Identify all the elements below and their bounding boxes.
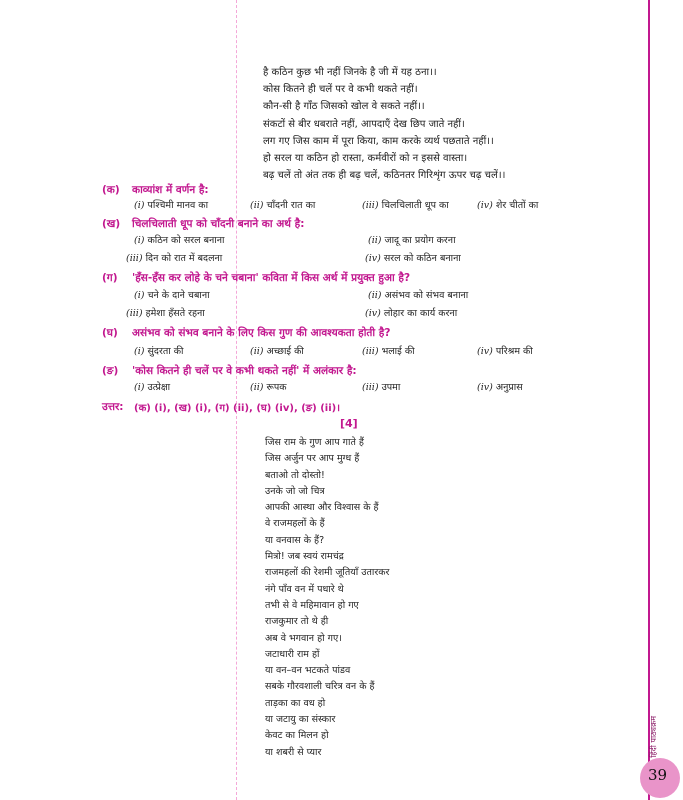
poem-stanza-1 [263, 64, 505, 184]
poem-line: बढ़ चलें तो अंत तक ही बढ़ चलें, कठिनतर गिरिशृंग ऊपर चढ़ चलें।। [263, 170, 506, 182]
poem-line: कौन-सी है गाँठ जिसको खोल वे सकते नहीं।। [263, 101, 425, 113]
poem-line: या वन–वन भटकते पांडव [265, 665, 351, 677]
option-number: (ii) [368, 235, 382, 246]
question-ga [102, 271, 410, 285]
poem-stanza-2 [265, 435, 389, 761]
option-item [126, 306, 205, 319]
option-number: (iii) [126, 308, 143, 319]
option-number: (ii) [368, 290, 382, 301]
option-text: परिश्रम की [495, 346, 533, 357]
option-text: अच्छाई की [266, 346, 304, 357]
question-text: 'हँस-हँस कर लोहे के चने चबाना' कविता में किस अर्थ में प्रयुक्त हुआ है? [132, 272, 411, 284]
poem-line: तभी से वे महिमावान हो गए [265, 599, 359, 611]
poem-line: जिस अर्जुन पर आप मुग्ध हैं [265, 453, 360, 465]
option-number: (iii) [362, 200, 379, 211]
option-item [365, 251, 461, 264]
question-text: काव्यांश में वर्णन है: [132, 184, 209, 196]
question-ka [102, 183, 209, 197]
page-number: 39 [648, 766, 668, 784]
poem-line: या वनवास के हैं? [265, 534, 325, 546]
option-text: चने के दाने चबाना [147, 290, 210, 301]
option-item [368, 288, 468, 301]
option-text: हमेशा हँसते रहना [145, 308, 205, 319]
option-item [477, 380, 523, 393]
poem-line: या शबरी से प्यार [265, 746, 322, 758]
poem-line: उनके जो जो चित्र [265, 485, 325, 497]
poem-line: मित्रो! जब स्वयं रामचंद्र [265, 551, 344, 563]
option-item [250, 380, 287, 393]
question-number: (क) [102, 184, 120, 196]
question-number: (ख) [102, 218, 121, 230]
question-text: 'कोस कितने ही चलें पर वे कभी थकते नहीं' में अलंकार है: [132, 365, 357, 377]
option-item [477, 344, 533, 357]
question-number: (घ) [102, 327, 118, 339]
poem-line: केवट का मिलन हो [265, 730, 329, 742]
poem-line: राजकुमार तो थे ही [265, 616, 329, 628]
poem-line: राजमहलों की रेशमी जूतियाँ उतारकर [265, 567, 390, 579]
poem-line: जिस राम के गुण आप गाते हैं [265, 437, 364, 448]
option-number: (i) [134, 382, 145, 393]
question-nga [102, 364, 357, 378]
poem-line: ताड़का का वध हो [265, 697, 326, 709]
option-text: कठिन को सरल बनाना [147, 235, 225, 246]
option-number: (iv) [477, 382, 493, 393]
option-text: रूपक [266, 382, 287, 393]
poem-line: सबके गौरवशाली चरित्र वन के हैं [265, 681, 375, 693]
option-item [134, 198, 208, 211]
page-border-line [648, 0, 650, 800]
option-number: (i) [134, 290, 145, 301]
option-text: पश्चिमी मानव का [147, 200, 209, 211]
question-kha [102, 217, 304, 231]
poem-line: हो सरल या कठिन हो रास्ता, कर्मवीरों को न इससे वास्ता। [263, 153, 468, 165]
poem-line: नंगे पाँव वन में पधारे थे [265, 583, 344, 595]
option-text: जादू का प्रयोग करना [384, 235, 456, 246]
answer-text: (क) (i), (ख) (i), (ग) (ii), (घ) (iv), (ङ) (ii)। [134, 403, 341, 414]
option-number: (ii) [250, 200, 264, 211]
option-text: लोहार का कार्य करना [383, 308, 458, 319]
side-label: हिंदी पाठ्यक्रम [649, 716, 658, 758]
option-item [477, 198, 538, 211]
question-number: (ग) [102, 272, 118, 284]
option-item [126, 251, 222, 264]
option-text: अनुप्रास [495, 382, 523, 393]
poem-line: वे राजमहलों के हैं [265, 518, 325, 530]
poem-line: आपकी आस्था और विश्वास के हैं [265, 502, 379, 514]
poem-line: संकटों से बीर धबराते नहीं, आपदाएँ देख छिप जाते नहीं। [263, 118, 465, 130]
option-text: भलाई की [381, 346, 415, 357]
option-text: असंभव को संभव बनाना [384, 290, 469, 301]
option-item [365, 306, 457, 319]
option-number: (ii) [250, 346, 264, 357]
option-text: चाँदनी रात का [266, 200, 316, 211]
option-number: (ii) [250, 382, 264, 393]
poem-line: कोस कितने ही चलें पर वे कभी थकते नहीं। [263, 84, 418, 96]
question-gha [102, 326, 390, 340]
question-text: चिलचिलाती धूप को चाँदनी बनाने का अर्थ है: [132, 218, 305, 230]
option-number: (iv) [477, 200, 493, 211]
option-text: सुंदरता की [147, 346, 184, 357]
poem-line: बताओ तो दोस्तो! [265, 469, 325, 481]
poem-line: या जटायु का संस्कार [265, 714, 336, 726]
option-text: सरल को कठिन बनाना [383, 253, 461, 264]
option-text: शेर चीतों का [495, 200, 539, 211]
option-number: (i) [134, 235, 145, 246]
option-item [250, 198, 315, 211]
option-number: (iii) [362, 382, 379, 393]
section-heading: [4] [340, 417, 358, 430]
option-item [362, 198, 449, 211]
option-text: उत्प्रेक्षा [147, 382, 171, 393]
question-text: असंभव को संभव बनाने के लिए किस गुण की आवश्यकता होती है? [132, 327, 391, 339]
poem-line: जटाधारी राम हों [265, 648, 320, 660]
poem-line: अब वे भगवान हो गए। [265, 632, 342, 644]
option-number: (i) [134, 200, 145, 211]
option-number: (iii) [362, 346, 379, 357]
option-item [250, 344, 304, 357]
answer-label: उत्तर: [102, 401, 124, 413]
question-number: (ङ) [102, 365, 119, 377]
option-item [368, 233, 456, 246]
option-text: दिन को रात में बदलना [145, 253, 223, 264]
option-number: (iv) [477, 346, 493, 357]
option-item [134, 288, 210, 301]
poem-line: है कठिन कुछ भी नहीं जिनके है जी में यह ठना।। [263, 67, 437, 78]
option-item [134, 233, 225, 246]
option-number: (i) [134, 346, 145, 357]
option-number: (iv) [365, 253, 381, 264]
option-item [362, 380, 400, 393]
option-item [362, 344, 415, 357]
option-item [134, 344, 184, 357]
poem-line: लग गए जिस काम में पूरा किया, काम करके व्यर्थ पछताते नहीं।। [263, 135, 494, 147]
option-text: चिलचिलाती धूप का [381, 200, 449, 211]
option-number: (iii) [126, 253, 143, 264]
option-item [134, 380, 170, 393]
option-text: उपमा [381, 382, 401, 393]
option-number: (iv) [365, 308, 381, 319]
